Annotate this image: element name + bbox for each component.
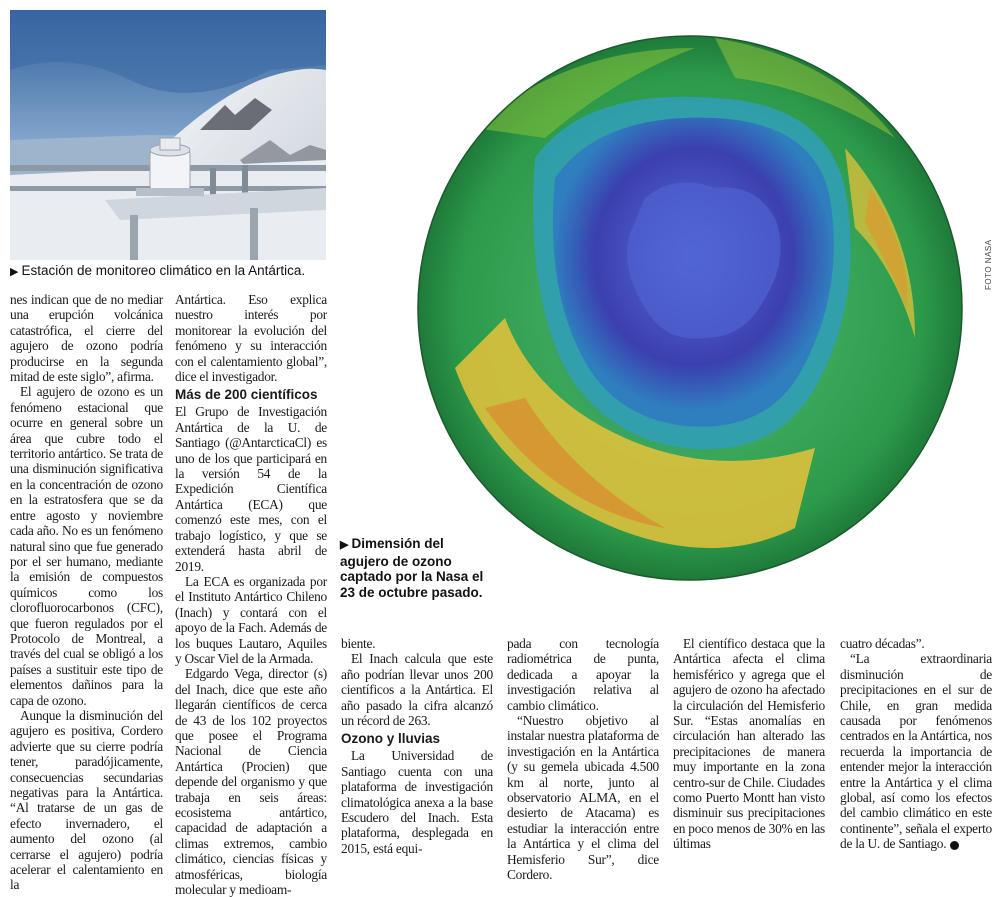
paragraph: El científico destaca que la Antártica afecta el clima hemisférico y agrega que el agujero de ozono ha afectado la circulación del Hemisferio Sur. “Estas anomalías en circulación han alterado las precipitaciones de manera muy importante en la zona centro-sur de Chile. Ciudades como Puerto Montt han visto disminuir sus precipitaciones en poco menos de 30% en las últimas (673, 636, 825, 852)
triangle-right-icon: ▶ (10, 266, 19, 278)
paragraph: pada con tecnología radiométrica de punta, dedicada a apoyar la investigación relativa al cambio climático. (507, 636, 659, 713)
station-photo (10, 10, 326, 260)
paragraph: La Universidad de Santiago cuenta con una plataforma de investigación climatológica anexa a la base Escudero del Inach. Esta plataforma, desplegada en 2015, está equi- (341, 748, 493, 856)
ozone-globe-image (415, 8, 965, 608)
paragraph: Aunque la disminución del agujero es positiva, Cordero advierte que su cierre podría tener, paradójicamente, consecuencias secundarias negativas para la Antártica. “Al tratarse de un gas de efecto invernadero, el aumento del ozono (al cerrarse el agujero) podría acelerar el calentamiento en la (10, 707, 163, 893)
paragraph: Edgardo Vega, director (s) del Inach, dice que este año llegarán científicos de cerca de 43 de los 102 proyectos que posee el Programa Nacional de Ciencia Antártica (Procien) que depende del organismo y que trabaja en seis áreas: ecosistema antártico, capacidad de adaptación a climas extremos, cambio climático, ciencias físicas y atmosféricas, biología molecular y medioam- (175, 666, 327, 897)
paragraph: La ECA es organizada por el Instituto Antártico Chileno (Inach) y contará con el apoyo de la Fach. Además de los buques Lautaro, Aquiles y Oscar Viel de la Armada. (175, 573, 327, 666)
article-column-5 (673, 636, 825, 852)
paragraph: Antártica. Eso explica nuestro interés por monitorear la evolución del fenómeno y su interacción con el calentamiento global”, dice el investigador. (175, 292, 327, 385)
paragraph: cuatro décadas”. (840, 636, 925, 651)
triangle-right-icon: ▶ (340, 539, 349, 551)
paragraph: biente. (341, 636, 376, 651)
globe-caption: ▶ Dimensión del agujero de ozono captado por la Nasa el 23 de octubre pasado. (340, 536, 484, 600)
paragraph: El Grupo de Investigación Antártica de la U. de Santiago (@AntarcticaCl) es uno de los que participará en la versión 54 de la Expedición Científica Antártica (ECA) que comenzó este mes, con el trabajo logístico, y que se extenderá hasta abril de 2019. (175, 404, 327, 574)
paragraph: nes indican que de no mediar una erupción volcánica catastrófica, el cierre del agujero de ozono podría producirse en la segunda mitad de este siglo”, afirma. (10, 292, 163, 385)
paragraph: El agujero de ozono es un fenómeno estacional que ocurre en general sobre un área que cubre todo el territorio antártico. Se trata de una disminución significativa en la concentración de ozono en la estratosfera que se da entre agosto y noviembre cada año. No es un fenómeno natural sino que fue generado por el ser humano, mediante la emisión de compuestos químicos como los clorofluorocarbonos (CFC), que fueron regulados por el Protocolo de Montreal, a través del cual se obligó a los países a sustituir este tipo de elementos dañinos para la capa de ozono. (10, 384, 163, 708)
paragraph: “La extraordinaria disminución de precipitaciones en el sur de Chile, en gran medida causada por fenómenos centrados en la Antártica, nos recuerda la importancia de entender mejor la interacción entre la Antártica y el clima global, así como los efectos del cambio climático en este continente”, señala el experto de la U. de Santiago. (840, 651, 992, 852)
article-column-3 (341, 636, 493, 856)
ozone-globe (415, 8, 965, 608)
end-dot-icon (950, 841, 959, 850)
photo-credit: FOTO NASA (984, 239, 993, 290)
section-heading: Más de 200 científicos (175, 387, 318, 403)
article-column-1 (10, 292, 163, 893)
article-column-2 (175, 292, 327, 897)
photo-caption: ▶ Estación de monitoreo climático en la Antártica. (10, 263, 306, 278)
paragraph: El Inach calcula que este año podrían llevar unos 200 científicos a la Antártica. El año pasado la cifra alcanzó un récord de 263. (341, 651, 493, 729)
article-column-6 (840, 636, 992, 852)
section-heading: Ozono y lluvias (341, 731, 441, 747)
paragraph: “Nuestro objetivo al instalar nuestra plataforma de investigación en la Antártica (y su gemela ubicada 4.500 km al norte, junto al observatorio ALMA, en el desierto de Atacama) es estudiar la interacción entre la Antártica y el clima del Hemisferio Sur”, dice Cordero. (507, 713, 659, 883)
station-photo-illustration (10, 10, 326, 260)
